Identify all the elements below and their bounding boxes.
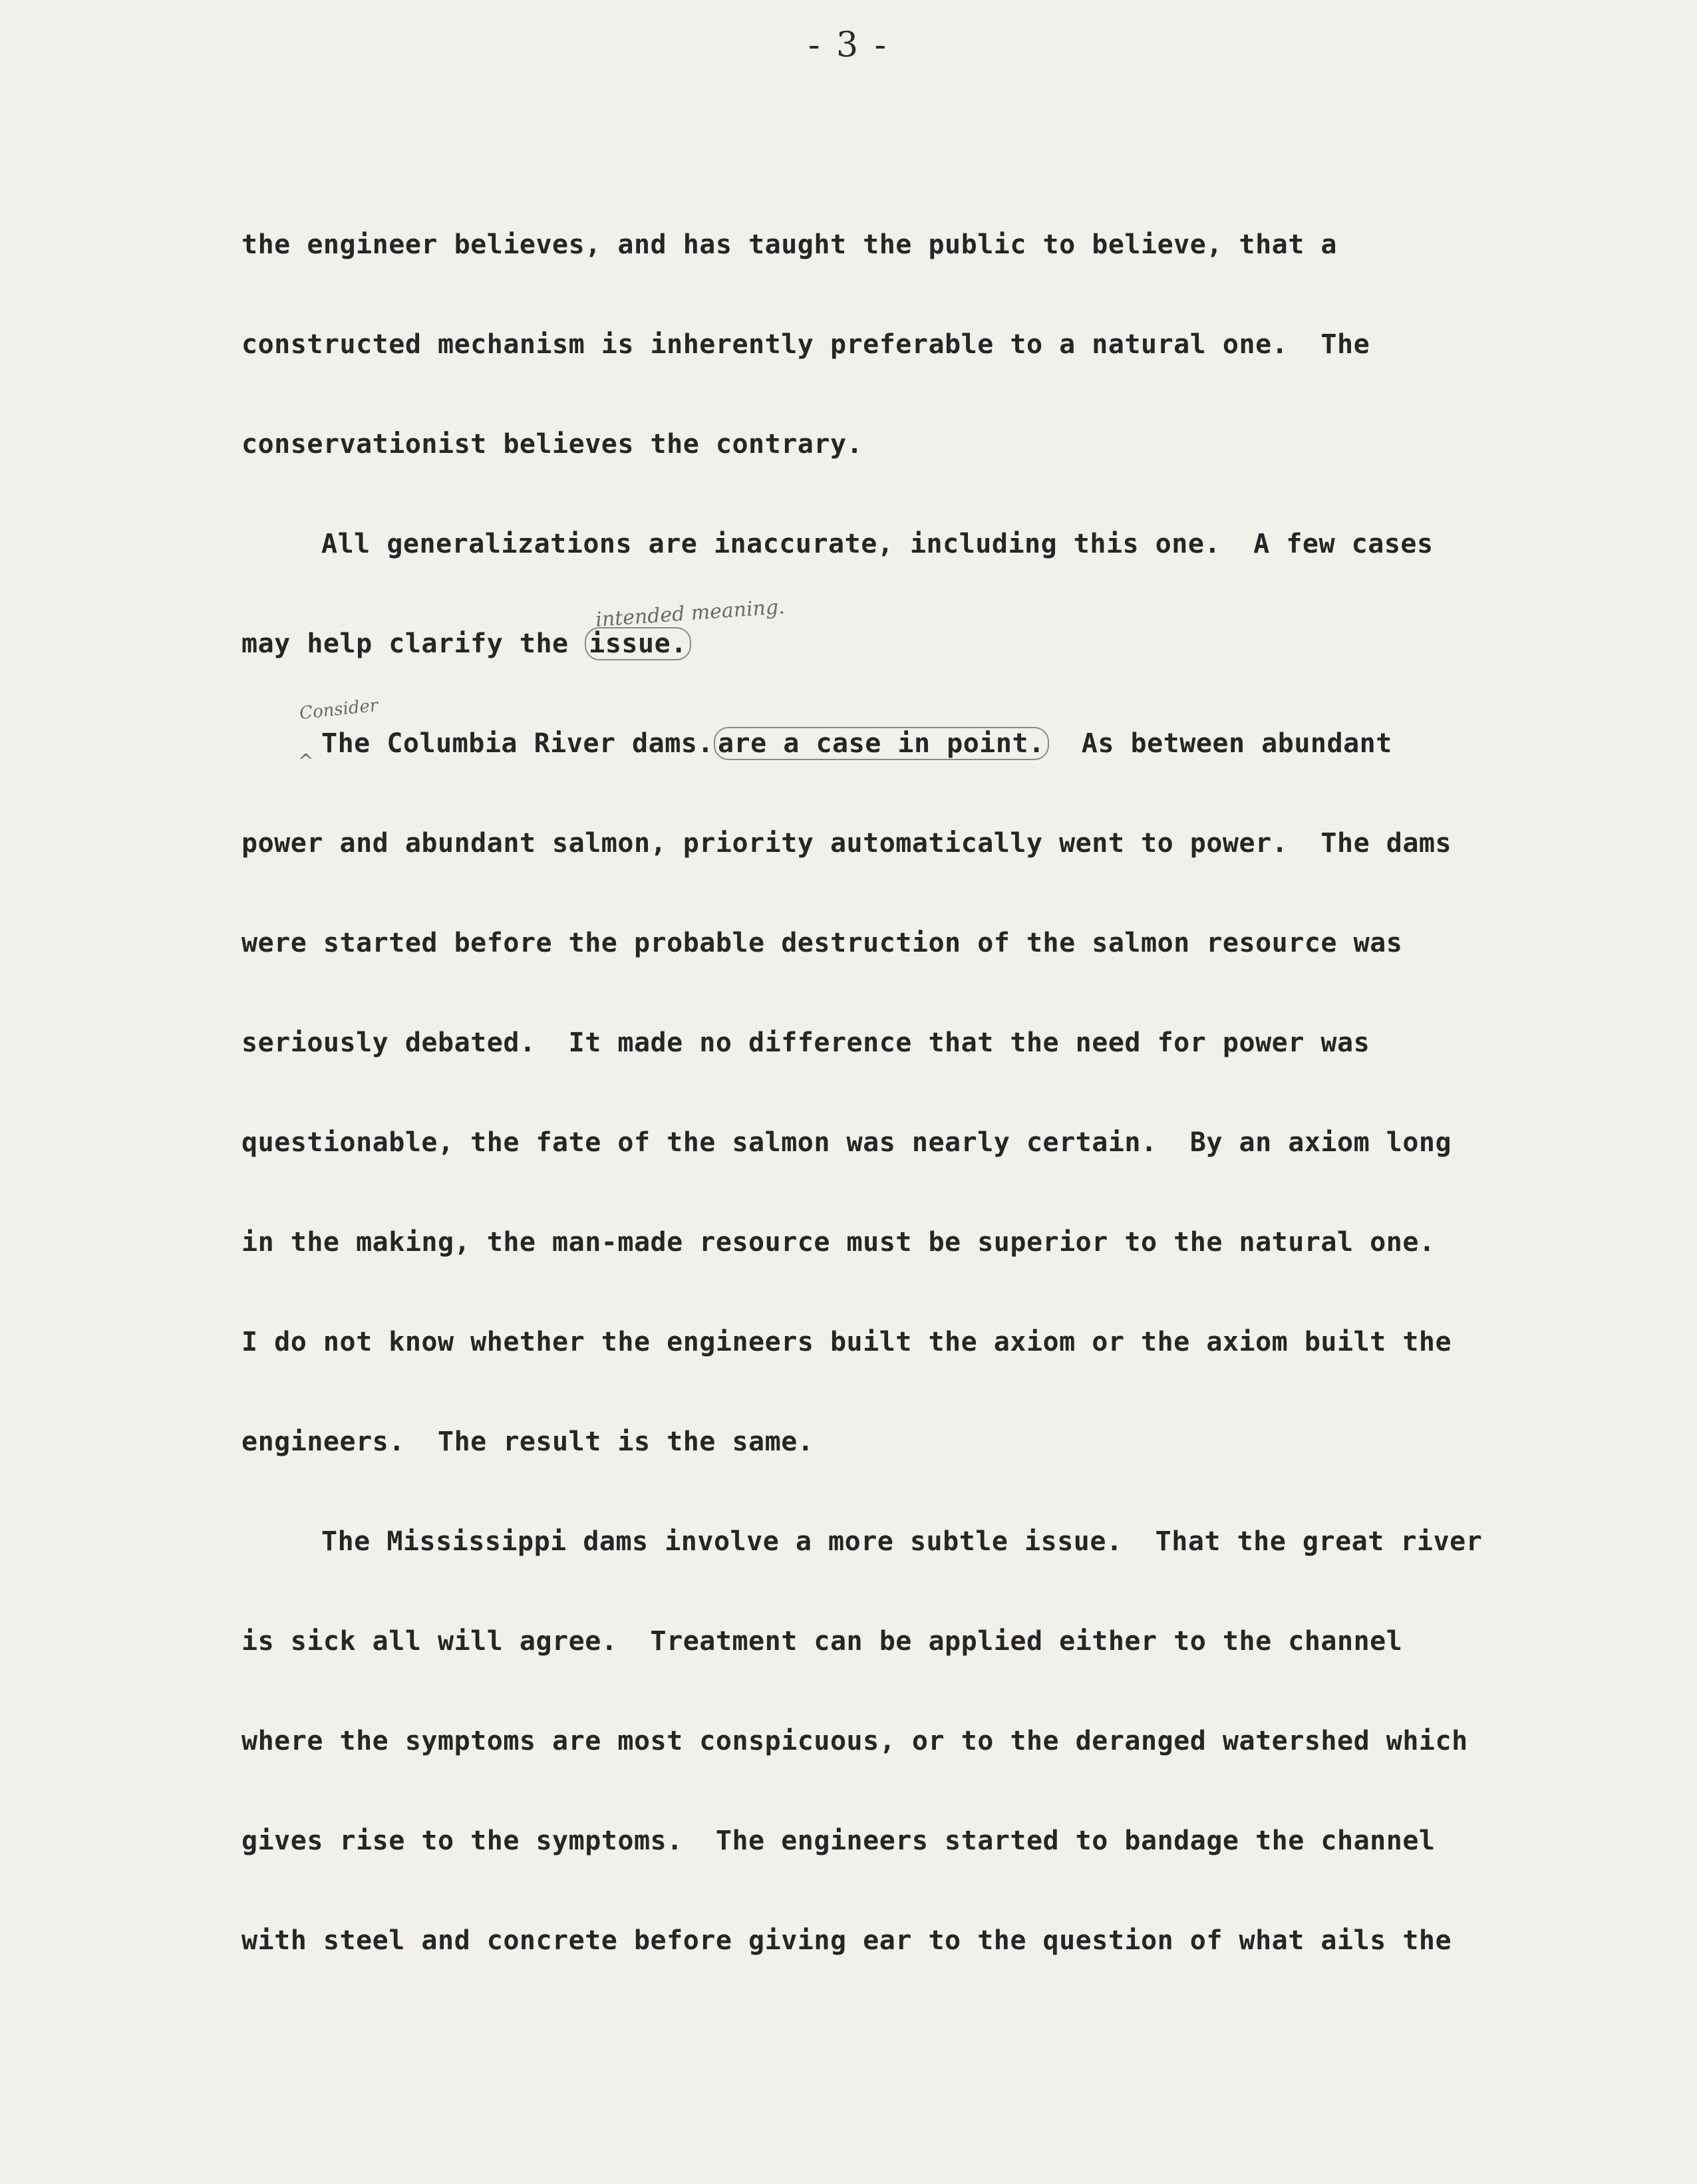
text-line-9: seriously debated. It made no difference that the need for power was: [241, 1027, 1370, 1058]
text-line-1: the engineer believes, and has taught the public to believe, that a: [241, 229, 1337, 260]
text-line-6-end: As between abundant: [1048, 728, 1392, 759]
handwritten-intended-meaning: intended meaning.: [595, 595, 786, 632]
text-line-2: constructed mechanism is inherently preferable to a natural one. The: [241, 329, 1370, 360]
text-line-18: with steel and concrete before giving ear to the question of what ails the: [241, 1925, 1452, 1956]
text-line-8: were started before the probable destruction of the salmon resource was: [241, 928, 1403, 958]
text-line-3: conservationist believes the contrary.: [241, 429, 863, 460]
text-line-6-start: The Columbia River dams.: [321, 728, 714, 759]
circled-phrase-case-in-point: are a case in point.: [714, 727, 1049, 760]
text-line-12: I do not know whether the engineers built the axiom or the axiom built the: [241, 1327, 1452, 1357]
text-line-4: All generalizations are inaccurate, including this one. A few cases: [321, 529, 1434, 559]
text-line-11: in the making, the man-made resource must be superior to the natural one.: [241, 1227, 1436, 1258]
text-line-7: power and abundant salmon, priority automatically went to power. The dams: [241, 828, 1452, 859]
text-line-5: [241, 628, 691, 659]
text-line-17: gives rise to the symptoms. The engineers started to bandage the channel: [241, 1826, 1436, 1856]
text-line-14: The Mississippi dams involve a more subtle issue. That the great river: [321, 1526, 1483, 1557]
handwritten-consider: Consider: [298, 695, 379, 724]
text-line-10: questionable, the fate of the salmon was nearly certain. By an axiom long: [241, 1127, 1452, 1158]
text-line-13: engineers. The result is the same.: [241, 1427, 814, 1457]
page-number: - 3 -: [808, 25, 889, 65]
insertion-caret: ^: [298, 750, 314, 772]
text-line-5-start: may help clarify the: [241, 628, 585, 659]
circled-word-issue: issue.: [585, 627, 691, 660]
text-line-15: is sick all will agree. Treatment can be applied either to the channel: [241, 1626, 1403, 1657]
text-line-6: [321, 728, 1392, 759]
text-line-16: where the symptoms are most conspicuous, or to the deranged watershed which: [241, 1726, 1468, 1756]
